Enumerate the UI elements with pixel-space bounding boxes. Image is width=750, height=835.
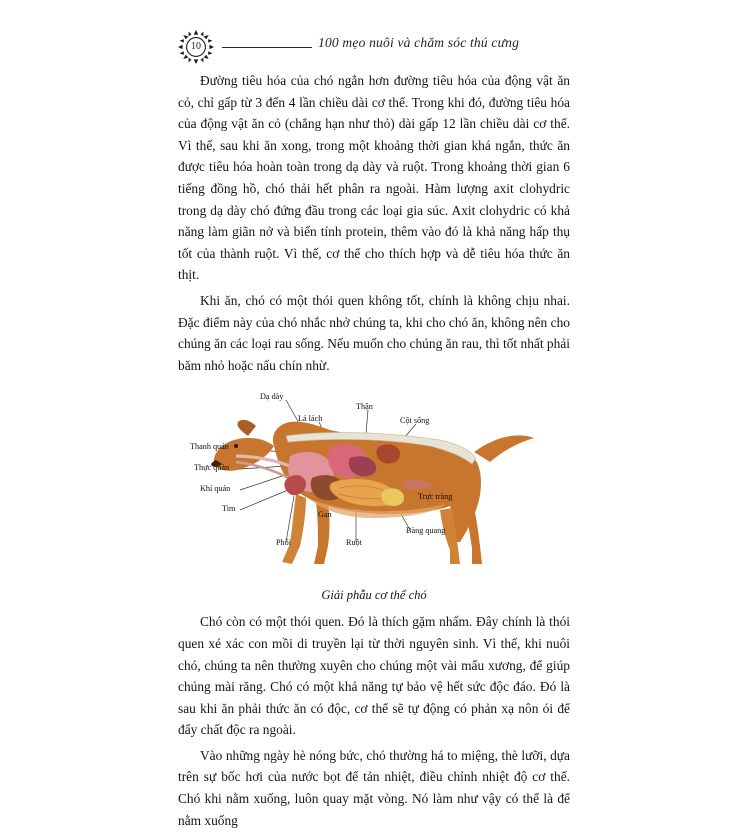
label-gan: Gan: [318, 510, 332, 520]
label-bang-quang: Bàng quang: [406, 526, 446, 536]
paragraph: Vào những ngày hè nóng bức, chó thường há to miệng, thè lưỡi, dựa trên sự bốc hơi của nước bọt để tản nhiệt, điều chỉnh nhiệt độ cơ thể. Chó khi nằm xuống, luôn quay mặt vòng. Nó làm như vậy có thể là để nằm xuống: [178, 747, 570, 828]
header-divider: [222, 47, 312, 48]
page-number-badge: [178, 30, 214, 64]
dog-anatomy-figure: [178, 386, 570, 586]
page-header: [178, 30, 598, 64]
label-truc-trang: Trực tràng: [418, 492, 453, 502]
label-than: Thận: [356, 402, 373, 412]
paragraph: Chó còn có một thói quen. Đó là thích gặm nhấm. Đây chính là thói quen xé xác con mồi di truyền lại từ thời nguyên sinh. Vì thế, khi nuôi chó, chúng ta nên thường xuyên cho chúng một vài mẩu xương, để giúp chúng mài răng. Chó có một khả năng tự bảo vệ hết sức độc đáo. Đó là sau khi ăn phải thức ăn có độc, cơ thể sẽ tự động có phản xạ nôn ói để đẩy chất độc ra ngoài.: [178, 614, 570, 738]
label-thuc-quan: Thực quản: [194, 463, 230, 473]
running-head-title: 100 mẹo nuôi và chăm sóc thú cưng: [318, 35, 520, 50]
paragraph: Đường tiêu hóa của chó ngắn hơn đường tiêu hóa của động vật ăn cỏ, chỉ gấp từ 3 đến 4 lần chiều dài cơ thể. Trong khi đó, đường tiêu hóa của động vật ăn cỏ (chẳng hạn như thỏ) dài gấp 12 lần chiều dài cơ thể. Vì thế, sau khi ăn xong, trong một khoảng thời gian khá ngắn, thức ăn được tiêu hóa hoàn toàn trong dạ dày và ruột. Trong khoảng thời gian 6 tiếng đồng hồ, chó thải hết phân ra ngoài. Hàm lượng axit clohydric trong dạ dày chó đứng đầu trong các loại gia súc. Axit clohydric có khả năng làm giãn nở và biến tính protein, thêm vào đó là khả năng hấp thụ tốt của thành ruột. Vì thế, cơ thể cho thích hợp và dễ tiêu hóa thức ăn thịt.: [178, 73, 570, 283]
paragraph: Khi ăn, chó có một thói quen không tốt, chính là không chịu nhai. Đặc điểm này của chó nhắc nhở chúng ta, khi cho chó ăn, không nên cho chúng ăn các loại rau sống. Nếu muốn cho chúng ăn rau, thì tốt nhất phải băm nhỏ hoặc nấu chín nhừ.: [178, 292, 570, 373]
label-la-lach: Lá lách: [298, 414, 323, 424]
label-phoi: Phổi: [276, 538, 292, 548]
label-ruot: Ruột: [346, 538, 362, 548]
label-cot-song: Cột sống: [400, 416, 430, 426]
label-tim: Tim: [222, 504, 236, 514]
figure-caption: Giải phẫu cơ thể chó: [321, 588, 427, 603]
label-khi-quan: Khí quản: [200, 484, 231, 494]
dog-anatomy-illustration: [178, 386, 570, 586]
page-content: [178, 70, 570, 835]
label-thanh-quan: Thanh quản: [190, 442, 229, 452]
page-number: 10: [191, 41, 201, 52]
label-da-day: Dạ dày: [260, 392, 284, 402]
